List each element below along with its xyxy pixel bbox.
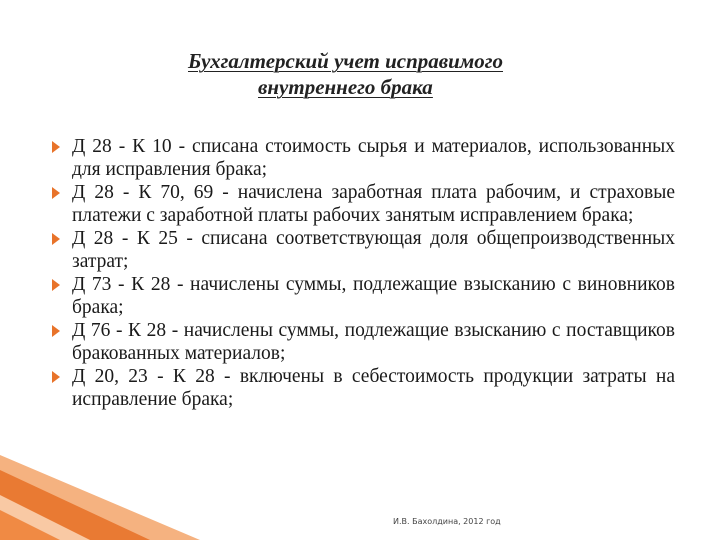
- bullet-icon: [52, 279, 60, 291]
- list-item-text: Д 28 - К 25 - списана соответствующая доля общепроизводственных затрат;: [72, 228, 675, 272]
- title-line-2: внутреннего брака: [258, 75, 433, 99]
- bullet-icon: [52, 371, 60, 383]
- bullet-icon: [52, 141, 60, 153]
- bullet-icon: [52, 187, 60, 199]
- list-item-text: Д 73 - К 28 - начислены суммы, подлежащие взысканию с виновников брака;: [72, 274, 675, 318]
- list-item-text: Д 28 - К 10 - списана стоимость сырья и материалов, использованных для исправления брака;: [72, 136, 675, 180]
- slide-title: [150, 48, 650, 100]
- bullet-icon: [52, 325, 60, 337]
- footer-author: И.В. Бахолдина, 2012 год: [393, 517, 501, 526]
- entries-list: [50, 135, 675, 411]
- list-item: [50, 135, 675, 181]
- list-item: [50, 273, 675, 319]
- list-item: [50, 227, 675, 273]
- list-item-text: Д 76 - К 28 - начислены суммы, подлежащие взысканию с поставщиков бракованных материалов;: [72, 320, 675, 364]
- list-item-text: Д 28 - К 70, 69 - начислена заработная плата рабочим, и страховые платежи с заработной платы рабочих занятым исправлением брака;: [72, 182, 675, 226]
- title-line-1: Бухгалтерский учет исправимого: [188, 49, 503, 73]
- list-item-text: Д 20, 23 - К 28 - включены в себестоимость продукции затраты на исправление брака;: [72, 366, 675, 410]
- list-item: [50, 365, 675, 411]
- list-item: [50, 181, 675, 227]
- bullet-icon: [52, 233, 60, 245]
- list-item: [50, 319, 675, 365]
